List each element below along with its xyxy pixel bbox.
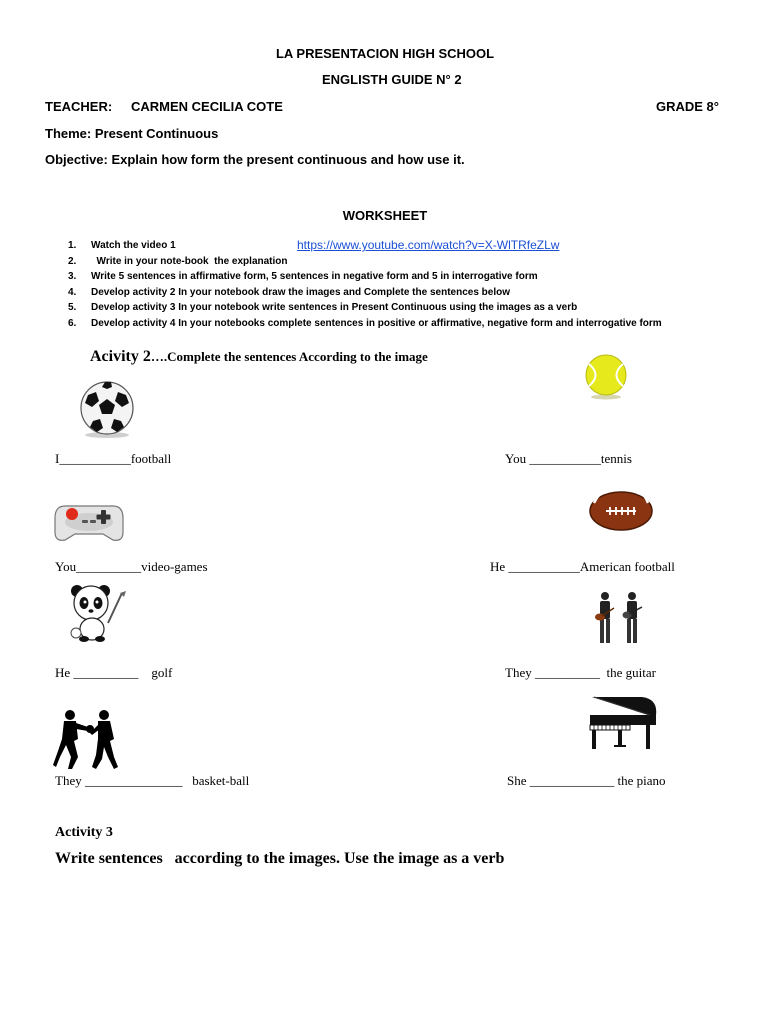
list-item: 3. Write 5 sentences in affirmative form, 5 sentences in negative form and 5 in interrogative form [68, 271, 538, 283]
activity2-title [90, 348, 428, 366]
soccer-ball-icon [78, 379, 136, 439]
activity2-title-lead: Acivity 2 [90, 348, 151, 365]
exercise-guitar: They __________ the guitar [505, 665, 656, 680]
guide-title: ENGLISTH GUIDE N° 2 [322, 72, 462, 87]
grand-piano-icon [586, 693, 660, 751]
activity3-instruction: Write sentences according to the images. Use the image as a verb [55, 850, 505, 867]
list-item: 1. Watch the video 1 [68, 240, 176, 251]
activity2-title-rest: ….Complete the sentences According to the image [150, 349, 428, 364]
list-item: 6. Develop activity 4 In your notebooks complete sentences in positive or affirmative, negative form and interrogative form [68, 317, 662, 329]
exercise-piano: She _____________ the piano [507, 773, 666, 788]
list-item: 4. Develop activity 2 In your notebook draw the images and Complete the sentences below [68, 286, 510, 298]
worksheet-title: WORKSHEET [342, 208, 428, 223]
grade-label: GRADE 8° [656, 99, 719, 114]
exercise-american-football: He ___________American football [490, 559, 675, 574]
video-link[interactable]: https://www.youtube.com/watch?v=X-WlTRfeZLw [297, 238, 560, 252]
list-item: 2. Write in your note-book the explanation [68, 255, 288, 267]
tennis-ball-icon [584, 354, 628, 400]
exercise-basketball: They _______________ basket-ball [55, 773, 250, 788]
teacher-name: CARMEN CECILIA COTE [131, 99, 283, 114]
objective-line: Objective: Explain how form the present continuous and how use it. [45, 152, 465, 167]
exercise-tennis: You ___________tennis [505, 451, 632, 466]
worksheet-instructions [60, 238, 662, 332]
american-football-icon [588, 489, 654, 533]
activity3-title: Activity 3 [55, 825, 113, 840]
exercise-football: I___________football [55, 451, 172, 466]
game-controller-icon [53, 500, 125, 544]
theme-line: Theme: Present Continuous [45, 126, 219, 141]
school-name: LA PRESENTACION HIGH SCHOOL [275, 46, 495, 61]
teacher-label: TEACHER: [45, 99, 113, 114]
exercise-video-games: You__________video-games [55, 559, 208, 574]
list-item: 5. Develop activity 3 In your notebook write sentences in Present Continuous using the images as a verb [68, 302, 578, 314]
basketball-players-icon [52, 707, 124, 771]
panda-golfer-icon [64, 583, 132, 643]
exercise-golf: He __________ golf [55, 665, 173, 680]
guitar-players-icon [590, 591, 648, 645]
